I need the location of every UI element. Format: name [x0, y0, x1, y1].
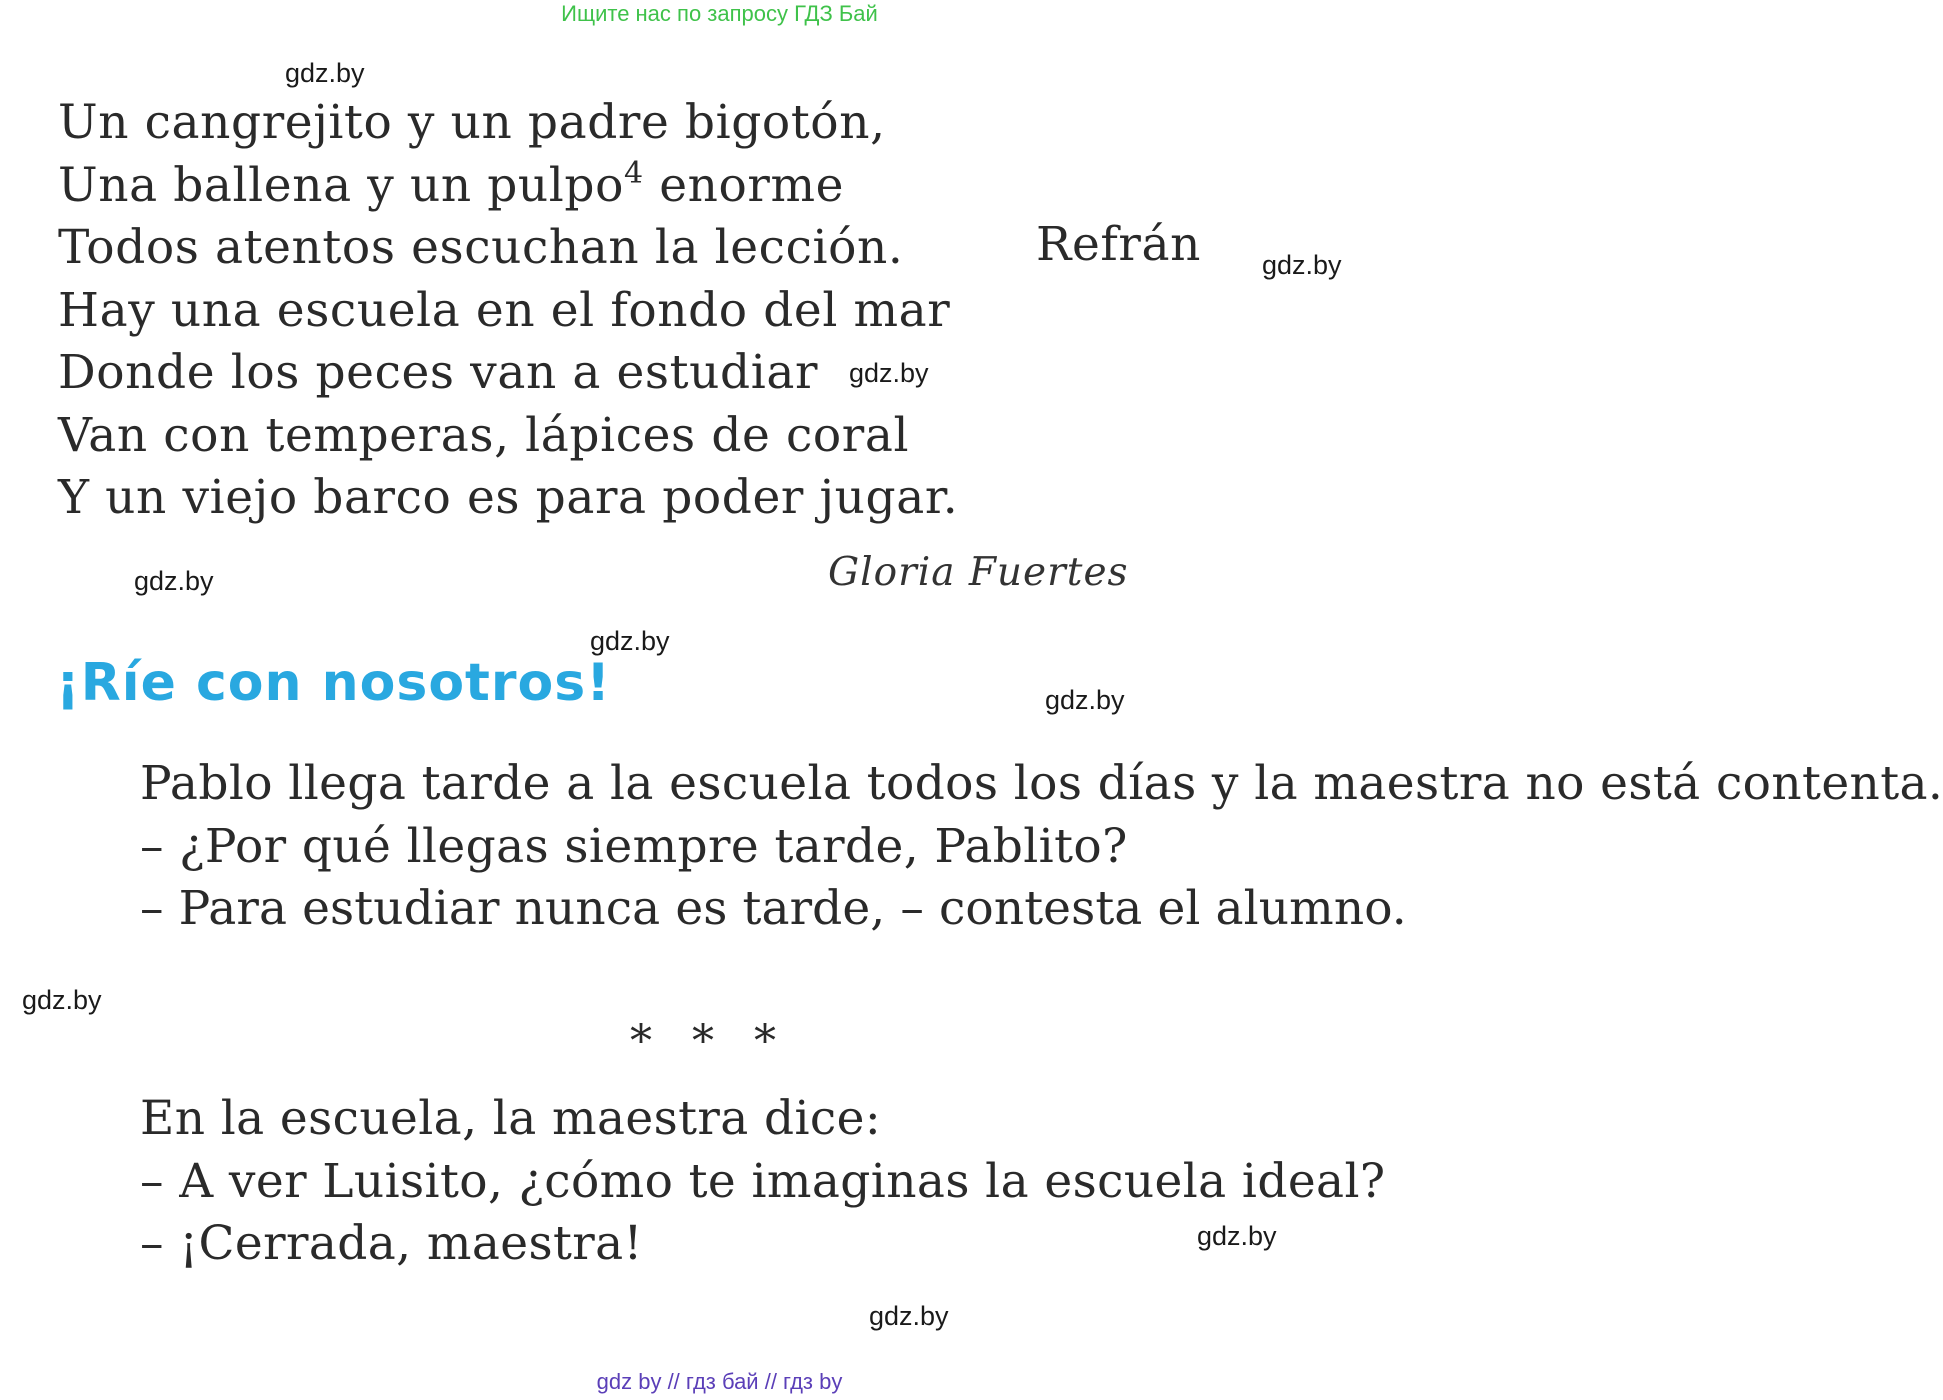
joke-2-line-2: – ¡Cerrada, maestra! — [140, 1216, 643, 1271]
watermark: gdz.by — [1045, 685, 1125, 715]
watermark: gdz.by — [590, 626, 670, 656]
poem-line-2 — [58, 155, 958, 218]
footnote-mark: 4 — [624, 155, 644, 191]
poem-author: Gloria Fuertes — [828, 550, 1129, 595]
poem-line-2-tail: enorme — [643, 157, 845, 213]
joke-1-line-1: – ¿Por qué llegas siempre tarde, Pablito? — [140, 818, 1128, 874]
watermark: gdz.by — [849, 358, 929, 388]
poem-line-7: Y un viejo barco es para poder jugar. — [58, 470, 959, 525]
joke-1 — [58, 753, 1943, 941]
joke-1-paragraph: Pablo llega tarde a la escuela todos los días y la maestra no está contenta. — [140, 756, 1943, 811]
poem — [58, 92, 958, 530]
section-title: ¡Ríe con nosotros! — [56, 653, 611, 713]
poem-line-4: Hay una escuela en el fondo del mar — [58, 282, 951, 338]
poem-line-5: Donde los peces van a estudiar — [58, 345, 819, 400]
poem-line-1: Un cangrejito y un padre bigotón, — [58, 95, 886, 150]
watermark: gdz.by — [22, 985, 102, 1015]
top-banner: Ищите нас по запросу ГДЗ Бай — [561, 1, 878, 26]
footer-links: gdz by // гдз бай // гдз by — [596, 1369, 843, 1394]
watermark: gdz.by — [1197, 1221, 1277, 1251]
poem-line-3: Todos atentos escuchan la lección. — [58, 220, 904, 275]
joke-2-line-1: – A ver Luisito, ¿cómo te imaginas la escuela ideal? — [140, 1153, 1386, 1209]
poem-line-2-text: Una ballena y un pulpo — [58, 157, 625, 213]
poem-line-6: Van con temperas, lápices de coral — [58, 407, 910, 463]
joke-2-paragraph: En la escuela, la maestra dice: — [140, 1091, 882, 1146]
separator: * * * — [630, 1016, 778, 1067]
watermark: gdz.by — [285, 58, 365, 88]
joke-2 — [58, 1088, 1390, 1276]
joke-1-line-2: – Para estudiar nunca es tarde, – contesta el alumno. — [140, 881, 1407, 936]
watermark: gdz.by — [1262, 250, 1342, 280]
watermark: gdz.by — [869, 1301, 949, 1331]
refrain-label: Refrán — [1036, 217, 1201, 272]
watermark: gdz.by — [134, 566, 214, 596]
